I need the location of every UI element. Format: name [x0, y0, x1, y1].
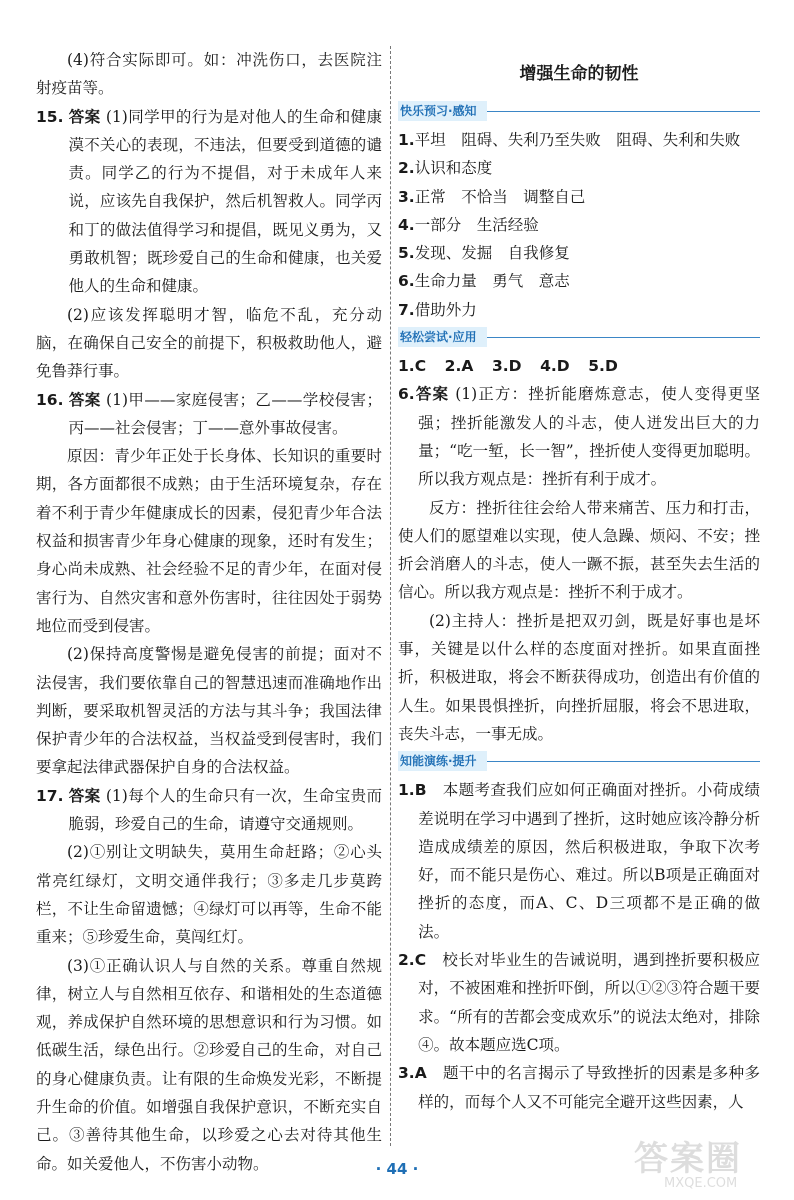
column-divider — [390, 46, 391, 1146]
explanation-3: 3.A 题干中的名言揭示了导致挫折的因素是多种多样的，而每个人又不可能完全避开这些因素，人 — [398, 1064, 760, 1111]
section-label: 轻松尝试·应用 — [398, 327, 487, 347]
section-title: 增强生命的韧性 — [519, 64, 639, 84]
answer-6-part2: (2)主持人：挫折是把双刃剑，既是好事也是坏事，关键是以什么样的态度面对挫折。如果直面挫折，积极进取，将会不断获得成功，创造出有价值的人生。如果畏惧挫折，向挫折屈服，将会不思进取，丧失斗志，一事无成。 — [398, 611, 760, 743]
preview-item: 4.一部分 生活经验 — [398, 215, 539, 234]
section-header-practice — [398, 750, 760, 772]
preview-item: 6.生命力量 勇气 意志 — [398, 272, 570, 291]
answer-label: 答案 — [68, 107, 101, 126]
watermark-text: 答案圈 — [634, 1139, 742, 1179]
answer-17-part3: (3)①正确认识人与自然的关系。尊重自然规律，树立人与自然相互依存、和谐相处的生态道德观，养成保护自然环境的思想意识和行为习惯。如低碳生活，绿色出行。②珍爱自己的生命，对自己的身心健康负责。让有限的生命焕发光彩，不断提升生命的价值。如增强自我保护意识，不断充实自己。③善待其他生命，以珍爱之心去对待其他生命。如关爱他人，不伤害小动物。 — [36, 956, 382, 1173]
answer-16: 16. 答案 (1)甲——家庭侵害；乙——学校侵害；丙——社会侵害；丁——意外事故侵害。 — [36, 390, 382, 437]
section-label: 知能演练·提升 — [398, 751, 487, 771]
answer-14-part4: (4)符合实际即可。如：冲洗伤口，去医院注射疫苗等。 — [36, 51, 382, 98]
answer-15: 15. 答案 (1)同学甲的行为是对他人的生命和健康漠不关心的表现，不违法，但要受到道德的谴责。同学乙的行为不提倡，对于未成年人来说，应该先自我保护，然后机智救人。同学丙和丁的做法值得学习和提倡，既见义勇为，又勇敢机智；既珍爱自己的生命和健康，也关爱他人的生命和健康。 — [36, 107, 382, 296]
preview-answers — [398, 126, 760, 324]
preview-item: 2.认识和态度 — [398, 159, 493, 178]
answer-17-part2: (2)①别让文明缺失，莫用生命赶路；②心头常亮红绿灯，文明交通伴我行；③多走几步莫跨栏，不让生命留遗憾；④绿灯可以再等，生命不能重来；⑤珍爱生命，莫闯红灯。 — [36, 843, 382, 947]
left-column — [36, 46, 382, 1178]
section-header-preview — [398, 100, 760, 122]
explanation-1: 1.B 本题考查我们应如何正确面对挫折。小荷成绩差说明在学习中遇到了挫折，这时她应该冷静分析造成成绩差的原因，然后积极进取，争取下次考好，而不能只是伤心、难过。所以B项是正确面对挫折的态度，而A、C、D三项都不是正确的做法。 — [398, 781, 760, 941]
right-column — [398, 46, 760, 1116]
preview-item: 7.借助外力 — [398, 300, 477, 319]
answer-16-reason: 原因：青少年正处于长身体、长知识的重要时期，各方面都很不成熟；由于生活环境复杂，存在着不利于青少年健康成长的因素，侵犯青少年合法权益和损害青少年身心健康的现象，还时有发生；身心尚未成熟、社会经验不足的青少年，在面对侵害行为、自然灾害和意外伤害时，往往因处于弱势地位而受到侵害。 — [36, 447, 382, 635]
section-header-try — [398, 326, 760, 348]
answer-17: 17. 答案 (1)每个人的生命只有一次，生命宝贵而脆弱，珍爱自己的生命，请遵守交通规则。 — [36, 786, 382, 834]
answer-6-con: 反方：挫折往往会给人带来痛苦、压力和打击，使人们的愿望难以实现，使人急躁、烦闷、不安；挫折会消磨人的斗志，使人一蹶不振，甚至失去生活的信心。所以我方观点是：挫折不利于成才。 — [398, 498, 760, 602]
explanation-2: 2.C 校长对毕业生的告诫说明，遇到挫折要积极应对，不被困难和挫折吓倒，所以①②③符合题干要求。“所有的苦都会变成欢乐”的说法太绝对，排除④。故本题应选C项。 — [398, 951, 760, 1054]
preview-item: 3.正常 不恰当 调整自己 — [398, 187, 586, 206]
answer-label: 答案 — [68, 786, 101, 805]
watermark-logo — [634, 1139, 784, 1194]
answer-6: 6.答案 (1)正方：挫折能磨炼意志，使人变得更坚强；挫折能激发人的斗志，使人迸发出巨大的力量；“吃一堑，长一智”，挫折使人变得更加聪明。所以我方观点是：挫折有利于成才。 — [398, 385, 760, 489]
answer-16-part2: (2)保持高度警惕是避免侵害的前提；面对不法侵害，我们要依靠自己的智慧迅速而准确地作出判断，要采取机智灵活的方法与其斗争；我国法律保护青少年的合法权益，当权益受到侵害时，我们要拿起法律武器保护自身的合法权益。 — [36, 645, 382, 777]
section-label: 快乐预习·感知 — [398, 101, 487, 121]
page-number: · 44 · — [375, 1160, 419, 1178]
preview-item: 5.发现、发掘 自我修复 — [398, 244, 570, 263]
watermark-url: MXQE.COM — [664, 1176, 738, 1191]
answer-15-part2: (2)应该发挥聪明才智，临危不乱，充分动脑，在确保自己安全的前提下，积极救助他人，避免鲁莽行事。 — [36, 305, 382, 381]
answer-label: 答案 — [414, 385, 450, 404]
multiple-choice-answers: 1.C 2.A 3.D 4.D 5.D — [398, 357, 618, 376]
answer-label: 答案 — [68, 390, 101, 409]
preview-item: 1.平坦 阻碍、失利乃至失败 阻碍、失利和失败 — [398, 131, 741, 149]
